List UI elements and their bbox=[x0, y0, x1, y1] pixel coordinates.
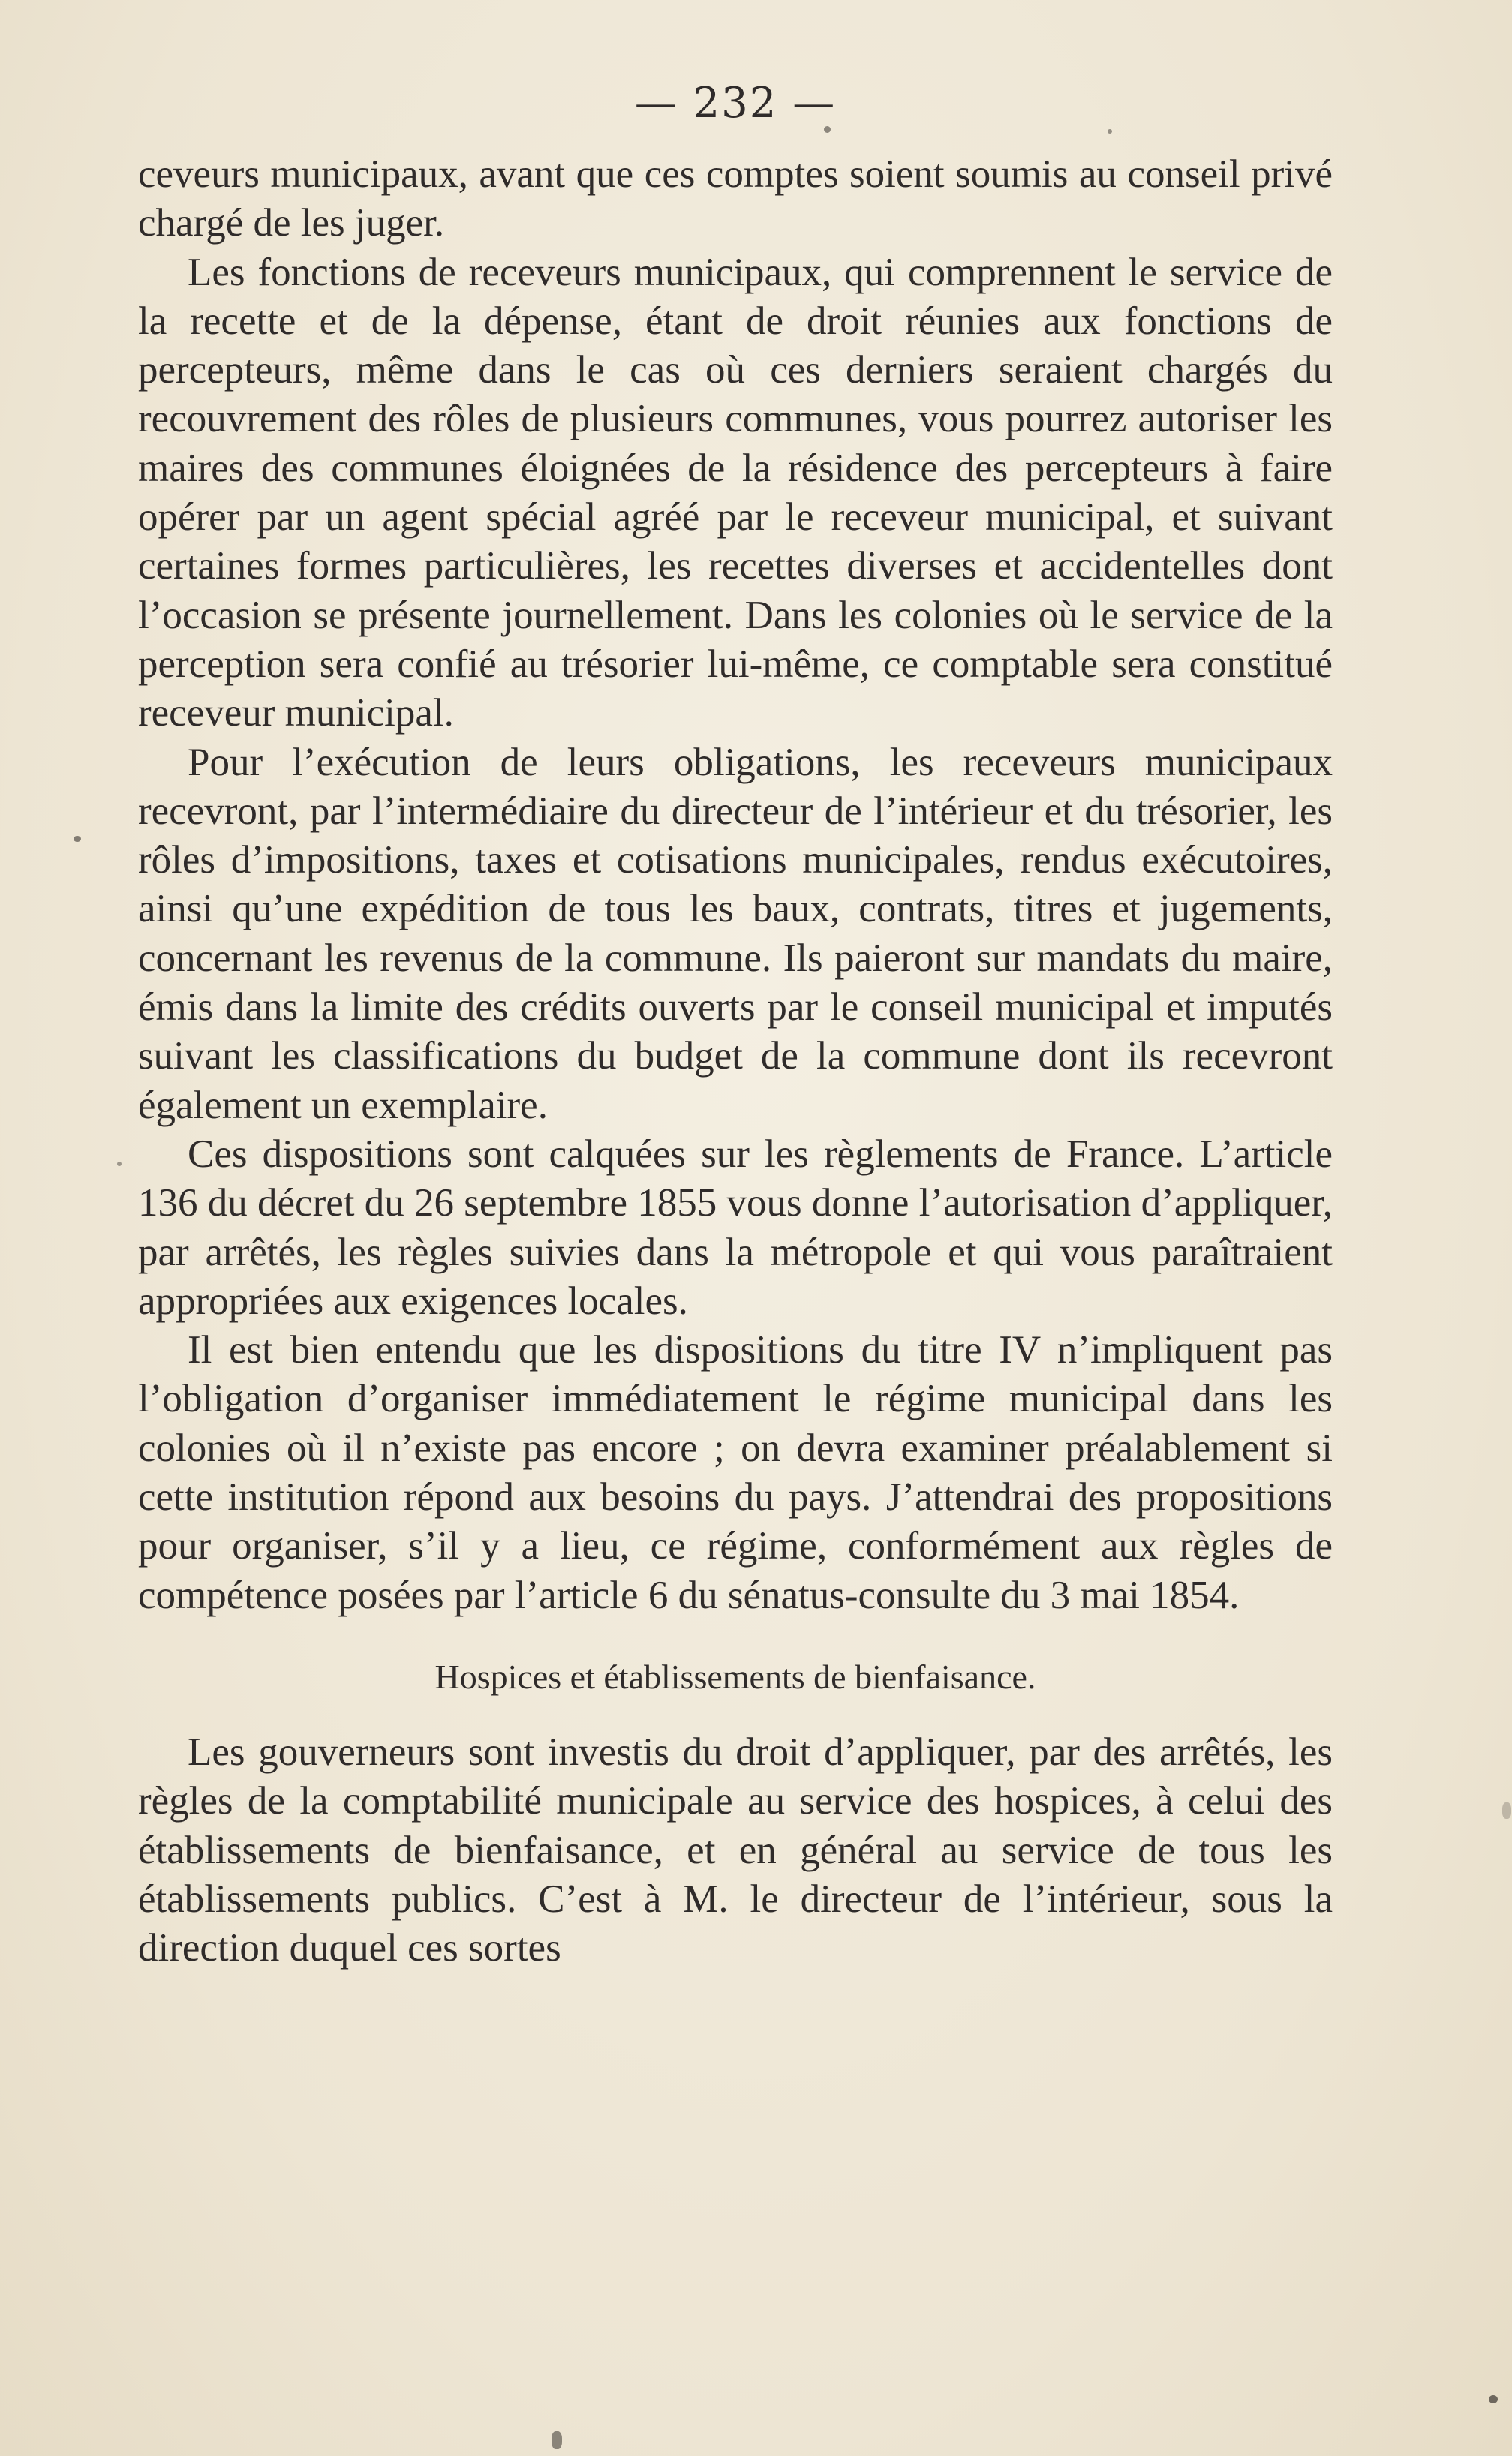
page-number: — 232 — bbox=[634, 79, 837, 128]
ink-speck bbox=[74, 836, 81, 842]
paragraph-titre-iv: Il est bien entendu que les dispositions du titre IV n’impliquent pas l’obligation d’organiser immédiatement le régime municipal dans les colonies où il n’existe pas encore ; on devra examiner préalablement si cette institution répond aux besoins du pays. J’attendrai des propositions pour organiser, s’il y a lieu, ce régime, conformément aux règles de compétence posées par l’article 6 du sénatus-consulte du 3 mai 1854. bbox=[138, 1328, 1333, 1617]
paragraph-gouverneurs: Les gouverneurs sont investis du droit d’appliquer, par des arrêtés, les règles de la comptabilité municipale au service des hospices, à celui des établissements de bienfaisance, et en général au service de tous les établissements publics. C’est à M. le directeur de l’intérieur, sous la direction duquel ces sortes bbox=[138, 1730, 1333, 1971]
paragraph-reglements: Ces dispositions sont calquées sur les règlements de France. L’article 136 du décret du 26 septembre 1855 vous donne l’autorisation d’appliquer, par arrêtés, les règles suivies dans la métropole et qui vous paraîtraient appropriées aux exigences locales. bbox=[138, 1132, 1333, 1323]
paragraph-obligations: Pour l’exécution de leurs obligations, les receveurs municipaux recevront, par l’intermédiaire du directeur de l’intérieur et du trésorier, les rôles d’impositions, taxes et cotisations municipales, rendus exécutoires, ainsi qu’une expédition de tous les baux, contrats, titres et jugements, concernant les revenus de la commune. Ils paieront sur mandats du maire, émis dans la limite des crédits ouverts par le conseil municipal et imputés suivant les classifications du budget de la commune dont ils recevront également un exemplaire. bbox=[138, 740, 1333, 1127]
ink-speck bbox=[117, 1162, 122, 1166]
paragraph-continuation: ceveurs municipaux, avant que ces comptes soient soumis au conseil privé chargé de les juger. bbox=[138, 152, 1333, 245]
page-content bbox=[138, 74, 1333, 1973]
ink-speck bbox=[1489, 2395, 1498, 2403]
paragraph-receveurs: Les fonctions de receveurs municipaux, qui comprennent le service de la recette et de la dépense, étant de droit réunies aux fonctions de percepteurs, même dans le cas où ces derniers seraient chargés du recouvrement des rôles de plusieurs communes, vous pourrez autoriser les maires des communes éloignées de la résidence des percepteurs à faire opérer par un agent spécial agréé par le receveur municipal, et suivant certaines formes particulières, les recettes diverses et accidentelles dont l’occasion se présente journellement. Dans les colonies où le service de la perception sera confié au trésorier lui-même, ce comptable sera constitué receveur municipal. bbox=[138, 250, 1333, 735]
section-heading: Hospices et établissements de bienfaisance. bbox=[434, 1657, 1036, 1696]
ink-speck bbox=[1502, 1802, 1511, 1819]
ink-speck bbox=[552, 2431, 562, 2449]
